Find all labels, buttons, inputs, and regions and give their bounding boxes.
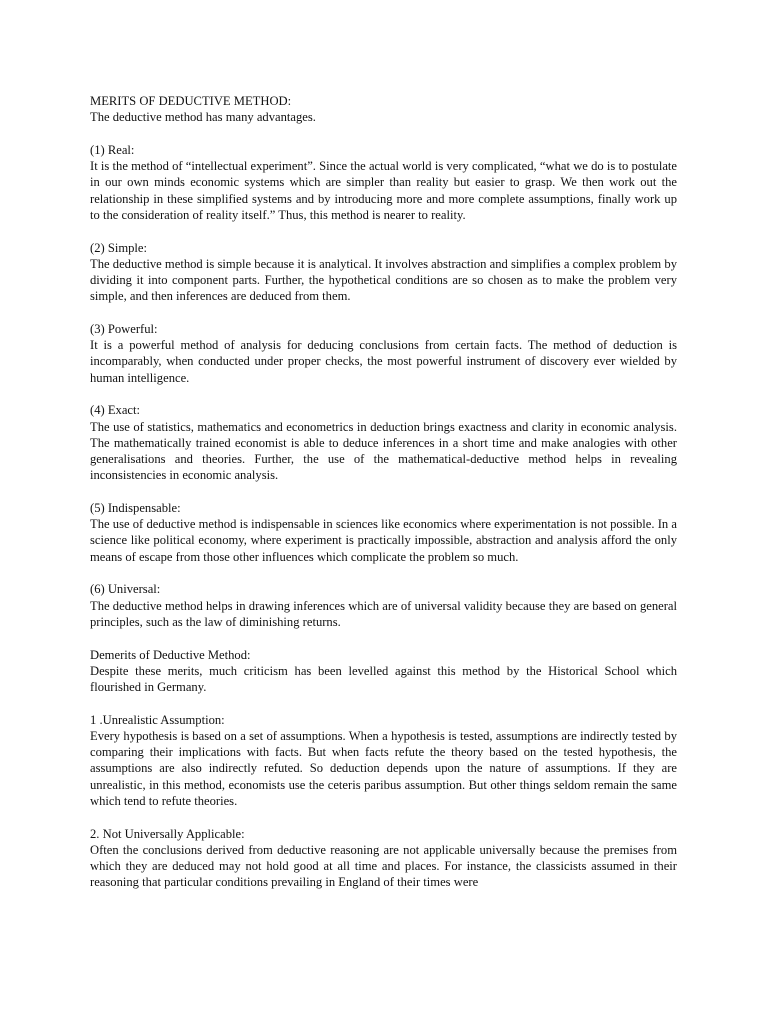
merit-heading: (1) Real: (90, 143, 135, 157)
merit-section-real (90, 142, 677, 223)
merit-paragraph: The deductive method helps in drawing inferences which are of universal validity because they are based on general principles, such as the law of diminishing returns. (90, 598, 677, 629)
demerit-section-not-universally-applicable (90, 826, 677, 891)
merits-header-block (90, 93, 677, 125)
demerit-heading: 2. Not Universally Applicable: (90, 826, 245, 841)
merit-section-powerful (90, 321, 677, 386)
merit-paragraph: It is a powerful method of analysis for deducing conclusions from certain facts. The method of deduction is incomparably, when conducted under proper checks, the most powerful instrument of discovery ever wielded by human intelligence. (90, 338, 677, 385)
merit-paragraph: The use of deductive method is indispensable in sciences like economics where experimentation is not possible. In a science like political economy, where experiment is practically impossible, abstraction and analysis afford the only means of escape from those other influences which complicate the problem so much. (90, 517, 677, 564)
demerits-intro-paragraph: Despite these merits, much criticism has been levelled against this method by the Historical School which flourished in Germany. (90, 663, 677, 695)
demerit-paragraph: Every hypothesis is based on a set of assumptions. When a hypothesis is tested, assumptions are indirectly tested by comparing their implications with facts. But when facts refute the theory based on the tested hypothesis, the assumptions are also indirectly refuted. So deduction depends upon the nature of assumptions. If they are unrealistic, in this method, economists use the ceteris paribus assumption. But other things seldom remain the same which tend to refute theories. (90, 729, 677, 808)
merit-heading: (6) Universal: (90, 582, 161, 597)
merit-heading: (2) Simple: (90, 240, 148, 255)
document-body (90, 93, 677, 907)
merit-heading: (4) Exact: (90, 403, 140, 418)
merit-paragraph: The deductive method is simple because it is analytical. It involves abstraction and simplifies a complex problem by dividing it into component parts. Further, the hypothetical conditions are so chosen as to make the problem very simple, and then inferences are deduced from them. (90, 256, 677, 304)
merit-heading: (3) Powerful: (90, 322, 158, 337)
document-title: MERITS OF DEDUCTIVE METHOD: (90, 94, 292, 108)
merit-section-exact (90, 402, 677, 483)
demerit-section-unrealistic-assumption (90, 712, 677, 809)
merit-heading: (5) Indispensable: (90, 501, 181, 516)
merit-section-simple (90, 240, 677, 305)
merit-section-universal (90, 581, 677, 630)
demerit-paragraph: Often the conclusions derived from deductive reasoning are not applicable universally because the premises from which they are deduced may not hold good at all time and places. For instance, the classicists assumed in their reasoning that particular conditions prevailing in England of their times were (90, 842, 677, 890)
merit-paragraph: The use of statistics, mathematics and econometrics in deduction brings exactness and clarity in economic analysis. The mathematically trained economist is able to deduce inferences in a short time and make analogies with other generalisations and theories. Further, the use of the mathematical-deductive method helps in revealing inconsistencies in economic analysis. (90, 419, 677, 483)
demerits-header-block (90, 647, 677, 696)
merit-section-indispensable (90, 500, 677, 565)
demerit-heading: 1 .Unrealistic Assumption: (90, 712, 225, 727)
demerits-title: Demerits of Deductive Method: (90, 647, 251, 662)
merit-paragraph: It is the method of “intellectual experiment”. Since the actual world is very complicated, “what we do is to postulate in our own minds economic systems which are simpler than reality but easier to grasp. We then work out the relationship in these simplified systems and by introducing more and more complete assumptions, finally work up to the consideration of reality itself.” Thus, this method is nearer to reality. (90, 159, 677, 222)
intro-paragraph: The deductive method has many advantages. (90, 110, 316, 125)
